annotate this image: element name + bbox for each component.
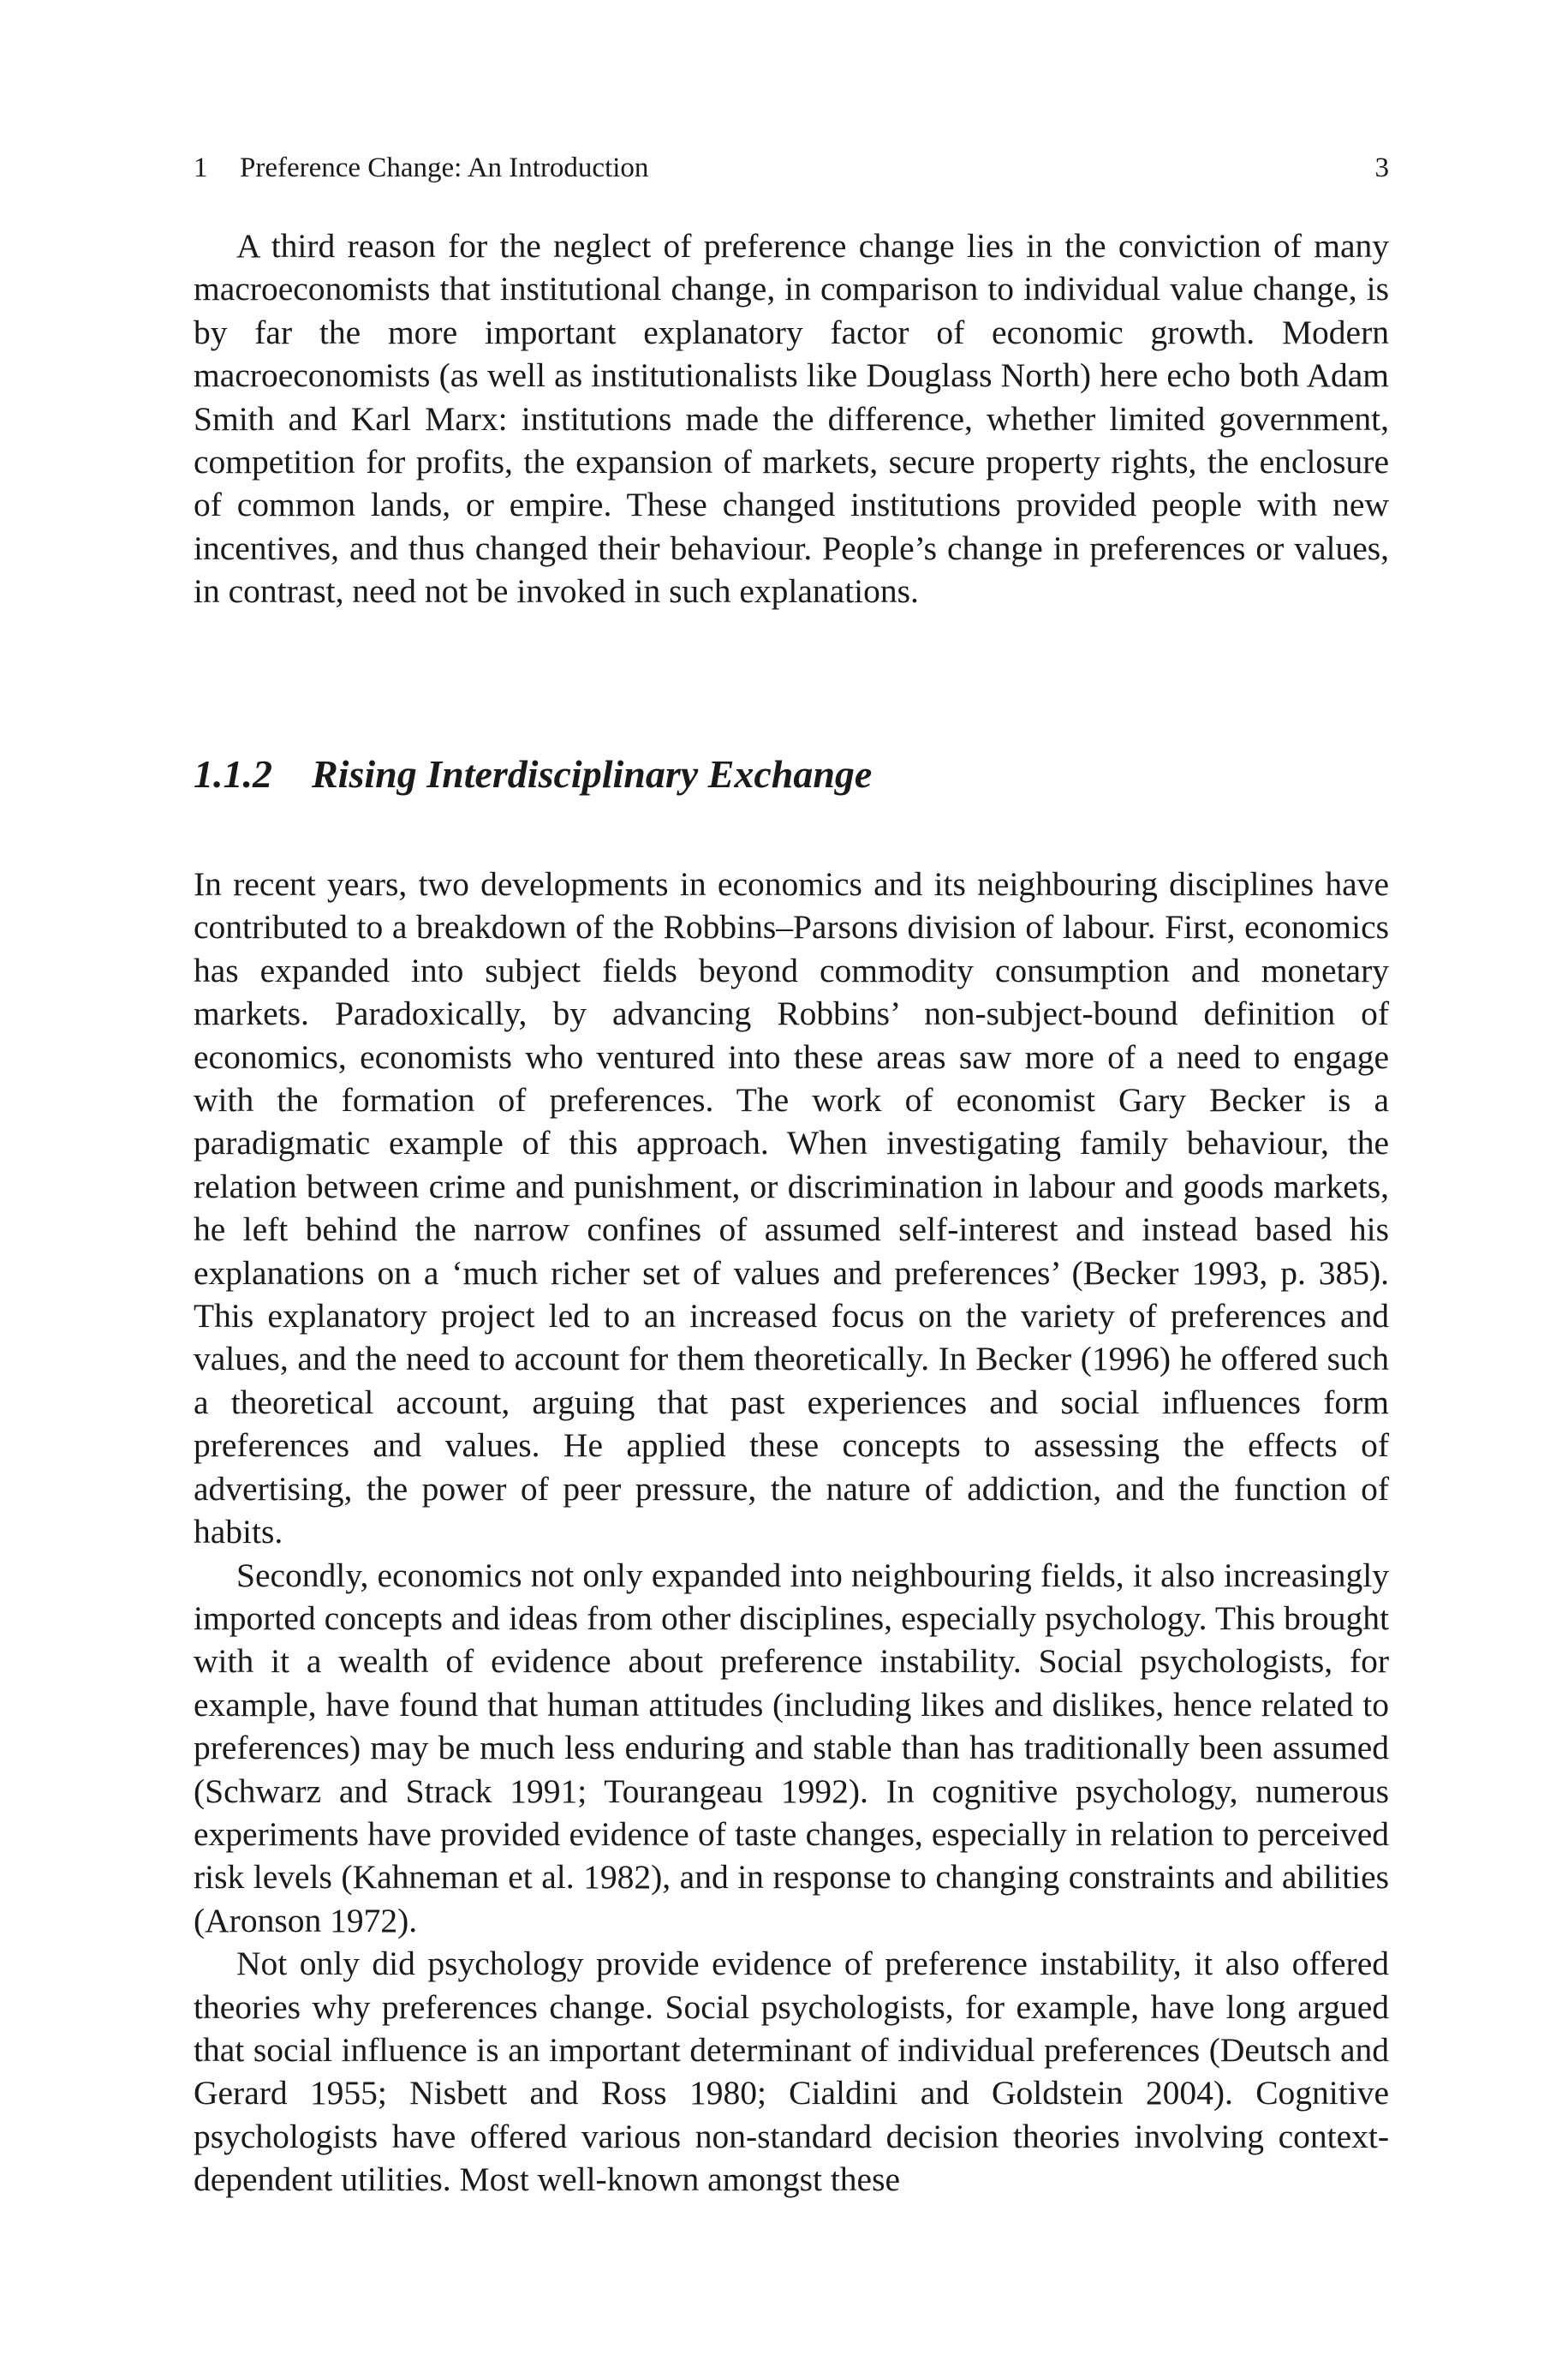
chapter-number: 1: [194, 152, 208, 183]
section-text-block: [194, 863, 1389, 2202]
paragraph: Secondly, economics not only expanded into neighbouring fields, it also increasingly imported concepts and ideas from other disciplines, especially psychology. This brought with it a wealth of evidence about preference instability. Social psychologists, for example, have found that human attitudes (including likes and dislikes, hence related to preferences) may be much less enduring and stable than has traditionally been assumed (Schwarz and Strack 1991; Tourangeau 1992). In cognitive psychology, numerous experiments have provided evidence of taste changes, especially in relation to perceived risk levels (Kahneman et al. 1982), and in response to changing constraints and abilities (Aronson 1972).: [194, 1556, 1389, 1939]
chapter-title: Preference Change: An Introduction: [240, 152, 649, 183]
section-title: Rising Interdisciplinary Exchange: [312, 752, 873, 796]
paragraph: A third reason for the neglect of preference change lies in the conviction of many macroeconomists that institutional change, in comparison to individual value change, is by far the more important explanatory factor of economic growth. Modern macroeconomists (as well as institutionalists like Douglass North) here echo both Adam Smith and Karl Marx: institutions made the difference, whether limited government, competition for profits, the expansion of markets, secure property rights, the enclosure of common lands, or empire. These changed institutions provided people with new incentives, and thus changed their behaviour. People’s change in preferences or values, in contrast, need not be invoked in such explanations.: [194, 227, 1389, 611]
document-page: [194, 0, 1389, 2378]
section-number: 1.1.2: [194, 752, 272, 796]
paragraph: Not only did psychology provide evidence of preference instability, it also offered theories why preferences change. Social psychologists, for example, have long argued that social influence is an important determinant of individual preferences (Deutsch and Gerard 1955; Nisbett and Ross 1980; Cialdini and Goldstein 2004). Cognitive psychologists have offered various non-standard decision theories involving context-dependent utilities. Most well-known amongst these: [194, 1945, 1389, 2199]
opening-text-block: [194, 224, 1389, 613]
page-number: 3: [1374, 152, 1389, 183]
section-heading: [194, 750, 1389, 798]
paragraph: In recent years, two developments in economics and its neighbouring disciplines have contributed to a breakdown of the Robbins–Parsons division of labour. First, economics has expanded into subject fields beyond commodity consumption and monetary markets. Paradoxically, by advancing Robbins’ non-subject-bound definition of economics, economists who ventured into these areas saw more of a need to engage with the formation of preferences. The work of economist Gary Becker is a paradigmatic example of this approach. When investigating family behaviour, the relation between crime and punishment, or discrimination in labour and goods markets, he left behind the narrow confines of assumed self-interest and instead based his explanations on a ‘much richer set of values and preferences’ (Becker 1993, p. 385). This explanatory project led to an increased focus on the variety of preferences and values, and the need to account for them theoretically. In Becker (1996) he offered such a theoretical account, arguing that past experiences and social influences form preferences and values. He applied these concepts to assessing the effects of advertising, the power of peer pressure, the nature of addiction, and the function of habits.: [194, 865, 1389, 1551]
running-head: [194, 151, 1389, 185]
